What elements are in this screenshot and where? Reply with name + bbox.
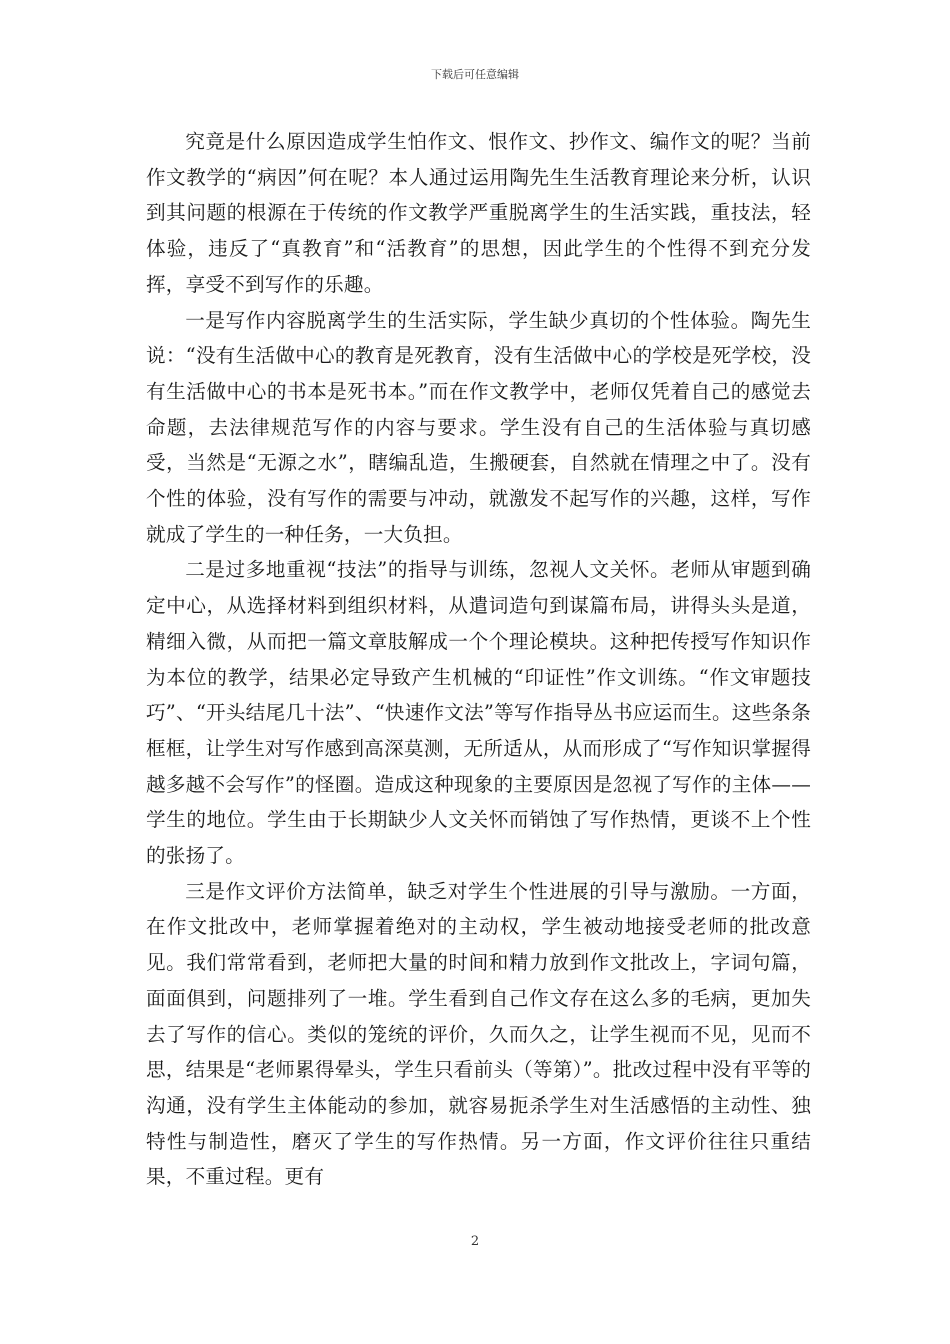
- page-number: 2: [470, 1234, 480, 1249]
- paragraph-intro: 究竟是什么原因造成学生怕作文、恨作文、抄作文、编作文的呢？当前作文教学的“病因”何在呢？本人通过运用陶先生生活教育理论来分析，认识到其问题的根源在于传统的作文教学严重脱离学生的生活实践，重技法，轻体验，违反了“真教育”和“活教育”的思想，因此学生的个性得不到充分发挥，享受不到写作的乐趣。: [146, 130, 811, 296]
- paragraph-point-three: 三是作文评价方法简单，缺乏对学生个性进展的引导与激励。一方面，在作文批改中，老师掌握着绝对的主动权，学生被动地接受老师的批改意见。我们常常看到，老师把大量的时间和精力放到作文批改上，字词句篇，面面俱到，问题排列了一堆。学生看到自己作文存在这么多的毛病，更加失去了写作的信心。类似的笼统的评价，久而久之，让学生视而不见，见而不思，结果是“老师累得晕头，学生只看前头（等第）”。批改过程中没有平等的沟通，没有学生主体能动的参加，就容易扼杀学生对生活感悟的主动性、独特性与制造性，磨灭了学生的写作热情。另一方面，作文评价往往只重结果，不重过程。更有: [146, 879, 811, 1189]
- paragraph-point-one: 一是写作内容脱离学生的生活实际，学生缺少真切的个性体验。陶先生说：“没有生活做中心的教育是死教育，没有生活做中心的学校是死学校，没有生活做中心的书本是死书本。”而在作文教学中，老师仅凭着自己的感觉去命题，去法律规范写作的内容与要求。学生没有自己的生活体验与真切感受，当然是“无源之水”，瞎编乱造，生搬硬套，自然就在情理之中了。没有个性的体验，没有写作的需要与冲动，就激发不起写作的兴趣，这样，写作就成了学生的一种任务，一大负担。: [146, 308, 811, 546]
- document-body: [146, 124, 811, 1195]
- page-header: 下载后可任意编辑: [431, 68, 519, 81]
- paragraph-point-two: 二是过多地重视“技法”的指导与训练，忽视人文关怀。老师从审题到确定中心，从选择材料到组织材料，从遣词造句到谋篇布局，讲得头头是道，精细入微，从而把一篇文章肢解成一个个理论模块。这种把传授写作知识作为本位的教学，结果必定导致产生机械的“印证性”作文训练。“作文审题技巧”、“开头结尾几十法”、“快速作文法”等写作指导丛书应运而生。这些条条框框，让学生对写作感到高深莫测，无所适从，从而形成了“写作知识掌握得越多越不会写作”的怪圈。造成这种现象的主要原因是忽视了写作的主体——学生的地位。学生由于长期缺少人文关怀而销蚀了写作热情，更谈不上个性的张扬了。: [146, 558, 811, 868]
